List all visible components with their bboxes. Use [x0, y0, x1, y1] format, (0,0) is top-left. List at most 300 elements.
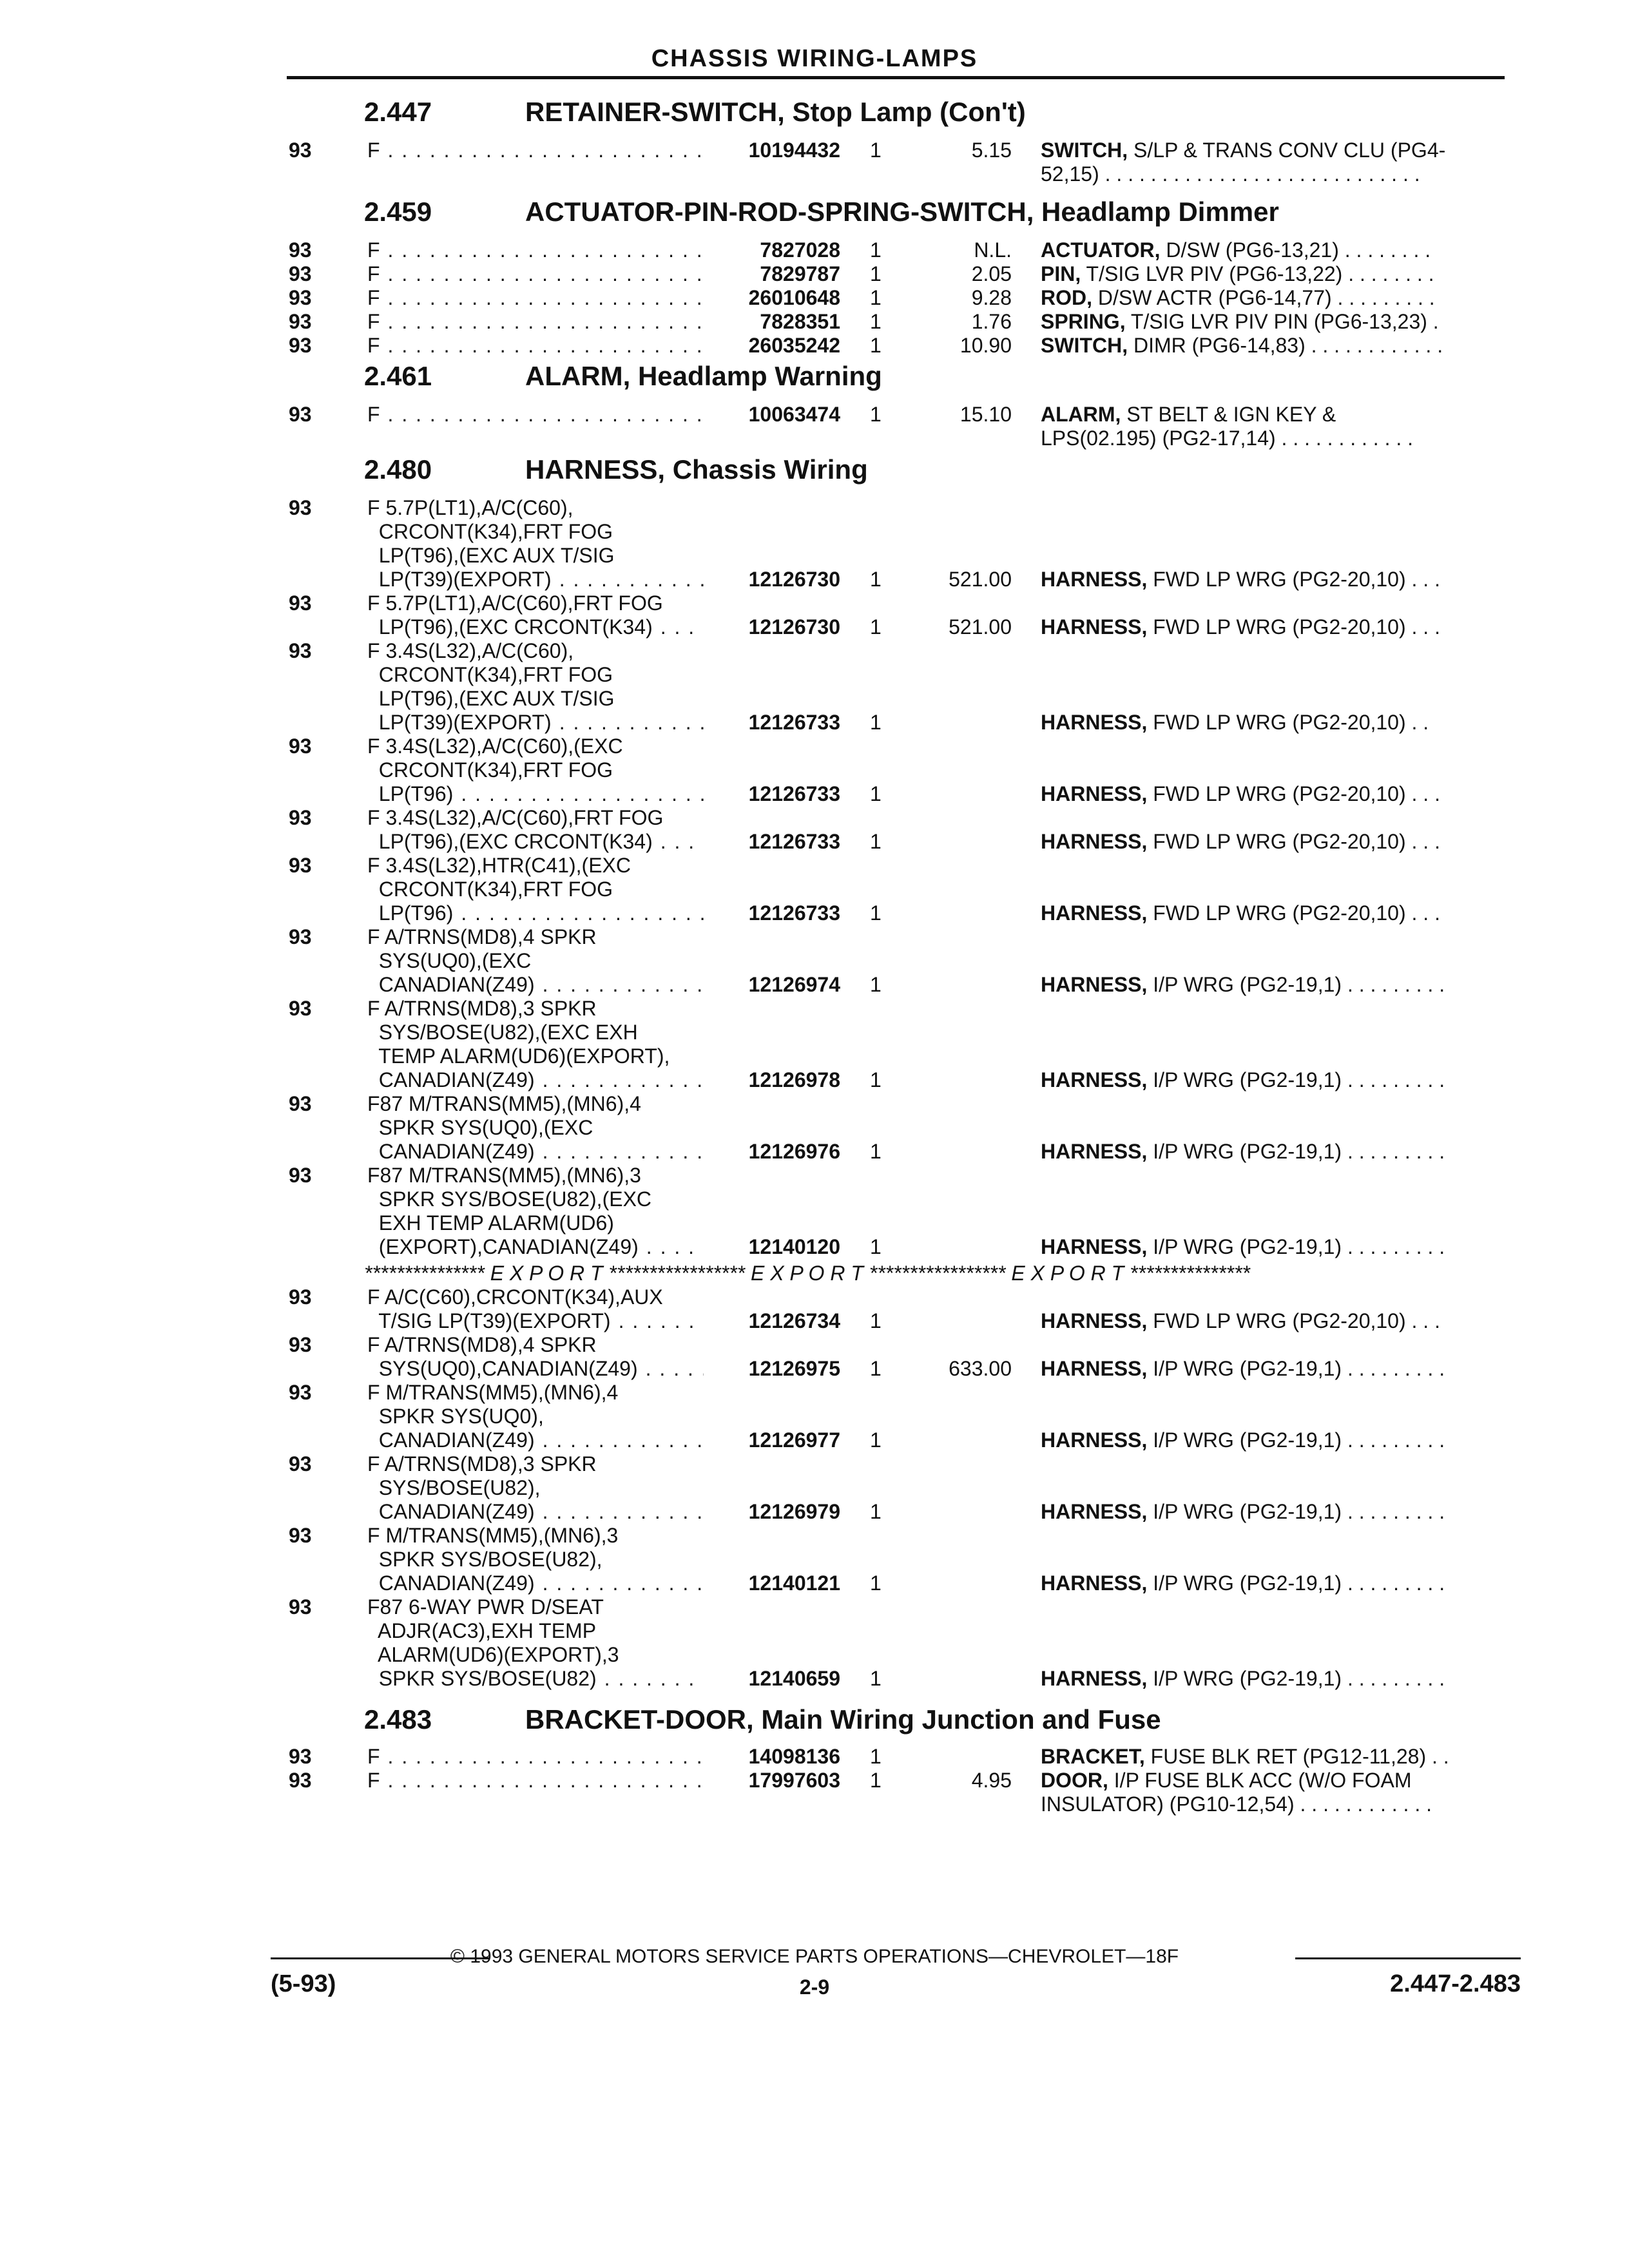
usage-description: F — [367, 139, 380, 162]
usage-description: F87 M/TRANS(MM5),(MN6),4 — [367, 1092, 641, 1115]
model-year: 93 — [289, 310, 312, 333]
part-name-keyword: HARNESS, — [1041, 782, 1148, 805]
section-heading — [364, 361, 882, 392]
usage-description: LP(T39)(EXPORT) — [367, 568, 552, 591]
section-title: HARNESS, Chassis Wiring — [525, 454, 868, 485]
part-name — [1041, 1745, 1449, 1769]
footer-copyright: © 1993 GENERAL MOTORS SERVICE PARTS OPERATIONS—CHEVROLET—18F — [450, 1946, 1179, 1967]
part-name — [1041, 262, 1434, 286]
part-number: 12126975 — [748, 1357, 840, 1380]
parts-row — [0, 1068, 1629, 1092]
parts-row — [0, 1187, 1629, 1211]
part-name — [1041, 973, 1445, 997]
price: 521.00 — [949, 615, 1012, 639]
part-number: 12126974 — [748, 973, 840, 996]
part-name-keyword: HARNESS, — [1041, 901, 1148, 925]
part-name-keyword: SPRING, — [1041, 310, 1126, 333]
leader-dots — [388, 262, 704, 286]
leader-dots — [388, 334, 704, 358]
part-name — [1041, 403, 1336, 427]
usage-description: SPKR SYS/BOSE(U82) — [367, 1667, 597, 1690]
usage-description: F 5.7P(LT1),A/C(C60), — [367, 496, 574, 519]
usage-description: CANADIAN(Z49) — [367, 1428, 535, 1452]
usage-description: F 3.4S(L32),A/C(C60),FRT FOG — [367, 806, 664, 829]
parts-row — [0, 1285, 1629, 1309]
part-name-detail: DIMR (PG6-14,83) . . . . . . . . . . . . — [1133, 334, 1443, 357]
quantity: 1 — [870, 568, 882, 591]
footer-page-number: 2-9 — [799, 1975, 830, 1999]
leader-dots — [461, 901, 704, 925]
leader-dots — [388, 139, 704, 162]
part-name-keyword: HARNESS, — [1041, 1428, 1148, 1452]
part-number: 10063474 — [748, 403, 840, 426]
price: 633.00 — [949, 1357, 1012, 1380]
parts-row — [0, 782, 1629, 806]
part-name-keyword: HARNESS, — [1041, 711, 1148, 734]
usage-description: CANADIAN(Z49) — [367, 973, 535, 996]
parts-row — [0, 1333, 1629, 1357]
quantity: 1 — [870, 1428, 882, 1452]
part-name-detail: FUSE BLK RET (PG12-11,28) . . — [1150, 1745, 1449, 1768]
part-number: 12126733 — [748, 711, 840, 734]
page-header: CHASSIS WIRING-LAMPS — [651, 45, 978, 72]
parts-row — [0, 591, 1629, 615]
leader-dots — [660, 615, 704, 639]
parts-row — [0, 1792, 1629, 1816]
part-number: 26010648 — [748, 286, 840, 309]
part-number: 14098136 — [748, 1745, 840, 1768]
part-name — [1041, 830, 1440, 854]
section-title: BRACKET-DOOR, Main Wiring Junction and Fuse — [525, 1704, 1161, 1735]
parts-row — [0, 830, 1629, 854]
quantity: 1 — [870, 1500, 882, 1523]
model-year: 93 — [289, 1769, 312, 1792]
parts-row — [0, 901, 1629, 925]
part-name-detail: D/SW (PG6-13,21) . . . . . . . . — [1166, 238, 1431, 262]
quantity: 1 — [870, 310, 882, 333]
leader-dots — [559, 711, 704, 735]
leader-dots — [543, 1140, 704, 1164]
part-name-keyword: SWITCH, — [1041, 139, 1128, 162]
parts-row — [0, 1619, 1629, 1643]
leader-dots — [660, 830, 704, 854]
part-name-keyword: HARNESS, — [1041, 973, 1148, 996]
usage-description: F — [367, 286, 380, 309]
usage-description: F — [367, 334, 380, 357]
usage-description: LP(T96),(EXC AUX T/SIG — [367, 544, 615, 567]
part-name — [1041, 427, 1413, 450]
leader-dots — [388, 1745, 704, 1769]
model-year: 93 — [289, 1092, 312, 1115]
leader-dots — [646, 1357, 704, 1381]
usage-description: TEMP ALARM(UD6)(EXPORT), — [367, 1044, 670, 1068]
price: 15.10 — [959, 403, 1012, 426]
part-number: 12126730 — [748, 568, 840, 591]
parts-row — [0, 310, 1629, 334]
parts-row — [0, 997, 1629, 1021]
parts-row — [0, 496, 1629, 520]
model-year: 93 — [289, 286, 312, 309]
section-title: RETAINER-SWITCH, Stop Lamp (Con't) — [525, 97, 1026, 127]
quantity: 1 — [870, 711, 882, 734]
leader-dots — [543, 1068, 704, 1092]
parts-row — [0, 663, 1629, 687]
part-name — [1041, 1792, 1432, 1816]
leader-dots — [604, 1667, 704, 1691]
part-name-detail: FWD LP WRG (PG2-20,10) . . . — [1153, 1309, 1440, 1332]
part-name-keyword: HARNESS, — [1041, 1235, 1148, 1258]
model-year: 93 — [289, 496, 312, 519]
parts-row — [0, 139, 1629, 162]
usage-description: F — [367, 310, 380, 333]
parts-row — [0, 544, 1629, 568]
part-name-detail: FWD LP WRG (PG2-20,10) . . . — [1153, 830, 1440, 853]
parts-row — [0, 758, 1629, 782]
leader-dots — [543, 1500, 704, 1524]
usage-description: F A/TRNS(MD8),3 SPKR — [367, 997, 597, 1020]
part-name-keyword: ROD, — [1041, 286, 1092, 309]
usage-description: F — [367, 238, 380, 262]
parts-row — [0, 1500, 1629, 1524]
quantity: 1 — [870, 1667, 882, 1690]
part-name — [1041, 286, 1435, 310]
usage-description: ALARM(UD6)(EXPORT),3 — [367, 1643, 619, 1666]
model-year: 93 — [289, 238, 312, 262]
leader-dots — [388, 286, 704, 310]
usage-description: EXH TEMP ALARM(UD6) — [367, 1211, 614, 1235]
model-year: 93 — [289, 1381, 312, 1404]
price: 2.05 — [971, 262, 1012, 285]
model-year: 93 — [289, 639, 312, 662]
leader-dots — [619, 1309, 704, 1333]
parts-row — [0, 1116, 1629, 1140]
part-name — [1041, 1500, 1445, 1524]
parts-row — [0, 238, 1629, 262]
part-name-keyword: HARNESS, — [1041, 568, 1148, 591]
usage-description: F87 M/TRANS(MM5),(MN6),3 — [367, 1164, 641, 1187]
part-name-detail: FWD LP WRG (PG2-20,10) . . — [1153, 711, 1429, 734]
usage-description: F — [367, 262, 380, 285]
parts-row — [0, 334, 1629, 358]
usage-description: LP(T39)(EXPORT) — [367, 711, 552, 734]
part-name — [1041, 1309, 1440, 1333]
section-number: 2.461 — [364, 361, 432, 391]
model-year: 93 — [289, 1595, 312, 1619]
parts-row — [0, 1235, 1629, 1259]
quantity: 1 — [870, 1745, 882, 1768]
usage-description: F — [367, 1745, 380, 1768]
part-name-detail: I/P WRG (PG2-19,1) . . . . . . . . . — [1153, 973, 1445, 996]
part-name — [1041, 568, 1440, 591]
section-number: 2.483 — [364, 1704, 432, 1735]
usage-description: SPKR SYS/BOSE(U82), — [367, 1548, 602, 1571]
price: 9.28 — [971, 286, 1012, 309]
part-name-detail: 52,15) . . . . . . . . . . . . . . . . . . . . . . . . . . . . — [1041, 162, 1420, 186]
part-name-keyword: HARNESS, — [1041, 830, 1148, 853]
parts-row — [0, 1428, 1629, 1452]
usage-description: F — [367, 1769, 380, 1792]
usage-description: CRCONT(K34),FRT FOG — [367, 520, 613, 543]
part-name-detail: I/P WRG (PG2-19,1) . . . . . . . . . — [1153, 1235, 1445, 1258]
part-number: 12126978 — [748, 1068, 840, 1091]
parts-row — [0, 925, 1629, 949]
part-name — [1041, 782, 1440, 806]
model-year: 93 — [289, 1452, 312, 1475]
part-name-detail: S/LP & TRANS CONV CLU (PG4- — [1133, 139, 1446, 162]
parts-row — [0, 973, 1629, 997]
usage-description: ADJR(AC3),EXH TEMP — [367, 1619, 597, 1642]
parts-row — [0, 735, 1629, 758]
usage-description: F 3.4S(L32),A/C(C60),(EXC — [367, 735, 623, 758]
parts-row — [0, 1164, 1629, 1187]
usage-description: SYS/BOSE(U82), — [367, 1476, 541, 1499]
part-name-detail: T/SIG LVR PIV (PG6-13,22) . . . . . . . . — [1086, 262, 1434, 285]
quantity: 1 — [870, 1309, 882, 1332]
parts-row — [0, 286, 1629, 310]
part-name-detail: I/P WRG (PG2-19,1) . . . . . . . . . — [1153, 1140, 1445, 1163]
quantity: 1 — [870, 286, 882, 309]
section-heading — [364, 454, 868, 485]
part-name-keyword: HARNESS, — [1041, 1357, 1148, 1380]
part-number: 7828351 — [760, 310, 840, 333]
header-rule — [287, 76, 1505, 79]
usage-description: F M/TRANS(MM5),(MN6),3 — [367, 1524, 619, 1547]
part-name-keyword: ACTUATOR, — [1041, 238, 1161, 262]
parts-row — [0, 1405, 1629, 1428]
usage-description: CANADIAN(Z49) — [367, 1500, 535, 1523]
parts-row — [0, 1452, 1629, 1476]
usage-description: F A/TRNS(MD8),4 SPKR — [367, 1333, 597, 1356]
model-year: 93 — [289, 1285, 312, 1309]
part-name — [1041, 162, 1420, 186]
leader-dots — [388, 310, 704, 334]
export-separator: *************** E X P O R T ***************** E X P O R T ***************** E X P O R T *************** — [364, 1262, 1250, 1285]
model-year: 93 — [289, 925, 312, 948]
part-name — [1041, 1428, 1445, 1452]
part-name-keyword: SWITCH, — [1041, 334, 1128, 357]
parts-row — [0, 403, 1629, 427]
part-name-keyword: HARNESS, — [1041, 1667, 1148, 1690]
model-year: 93 — [289, 403, 312, 426]
parts-row — [0, 1309, 1629, 1333]
model-year: 93 — [289, 806, 312, 829]
part-number: 7827028 — [760, 238, 840, 262]
part-name — [1041, 1235, 1445, 1259]
parts-row — [0, 615, 1629, 639]
leader-dots — [646, 1235, 704, 1259]
usage-description: F87 6-WAY PWR D/SEAT — [367, 1595, 604, 1619]
part-number: 12126730 — [748, 615, 840, 639]
usage-description: SYS(UQ0),(EXC — [367, 949, 532, 972]
part-name — [1041, 711, 1429, 735]
part-name — [1041, 139, 1445, 162]
usage-description: SPKR SYS(UQ0), — [367, 1405, 544, 1428]
price: 4.95 — [971, 1769, 1012, 1792]
parts-row — [0, 806, 1629, 830]
quantity: 1 — [870, 973, 882, 996]
part-name-keyword: BRACKET, — [1041, 1745, 1145, 1768]
usage-description: F — [367, 403, 380, 426]
part-name — [1041, 334, 1443, 358]
usage-description: CANADIAN(Z49) — [367, 1140, 535, 1163]
price: N.L. — [974, 238, 1012, 262]
usage-description: (EXPORT),CANADIAN(Z49) — [367, 1235, 639, 1258]
part-name-keyword: HARNESS, — [1041, 1309, 1148, 1332]
part-number: 12126733 — [748, 830, 840, 853]
part-name-detail: I/P WRG (PG2-19,1) . . . . . . . . . — [1153, 1571, 1445, 1595]
parts-row — [0, 1745, 1629, 1769]
model-year: 93 — [289, 262, 312, 285]
parts-row — [0, 949, 1629, 973]
usage-description: SYS(UQ0),CANADIAN(Z49) — [367, 1357, 638, 1380]
part-name — [1041, 1667, 1445, 1691]
part-name-keyword: ALARM, — [1041, 403, 1121, 426]
parts-row — [0, 1044, 1629, 1068]
parts-row — [0, 1548, 1629, 1571]
part-name-detail: I/P FUSE BLK ACC (W/O FOAM — [1113, 1769, 1412, 1792]
part-number: 12140121 — [748, 1571, 840, 1595]
leader-dots — [543, 1571, 704, 1595]
parts-row — [0, 520, 1629, 544]
model-year: 93 — [289, 334, 312, 357]
part-name-keyword: HARNESS, — [1041, 1500, 1148, 1523]
part-name-detail: LPS(02.195) (PG2-17,14) . . . . . . . . . . . . — [1041, 427, 1414, 450]
part-number: 12126979 — [748, 1500, 840, 1523]
footer-section-range: 2.447-2.483 — [1390, 1970, 1521, 1997]
model-year: 93 — [289, 735, 312, 758]
quantity: 1 — [870, 830, 882, 853]
part-name-detail: FWD LP WRG (PG2-20,10) . . . — [1153, 615, 1440, 639]
quantity: 1 — [870, 262, 882, 285]
model-year: 93 — [289, 1524, 312, 1547]
usage-description: F M/TRANS(MM5),(MN6),4 — [367, 1381, 619, 1404]
part-number: 12140120 — [748, 1235, 840, 1258]
parts-row — [0, 687, 1629, 711]
usage-description: CRCONT(K34),FRT FOG — [367, 758, 613, 782]
parts-row — [0, 1211, 1629, 1235]
usage-description: LP(T96) — [367, 782, 454, 805]
parts-row — [0, 1021, 1629, 1044]
usage-description: LP(T96) — [367, 901, 454, 925]
usage-description: LP(T96),(EXC CRCONT(K34) — [367, 830, 653, 853]
part-name-detail: I/P WRG (PG2-19,1) . . . . . . . . . — [1153, 1357, 1445, 1380]
leader-dots — [543, 1428, 704, 1452]
parts-row — [0, 1092, 1629, 1116]
part-name — [1041, 901, 1440, 925]
quantity: 1 — [870, 1769, 882, 1792]
usage-description: CANADIAN(Z49) — [367, 1571, 535, 1595]
part-number: 7829787 — [760, 262, 840, 285]
section-heading — [364, 1704, 1161, 1735]
parts-row — [0, 1643, 1629, 1667]
leader-dots — [543, 973, 704, 997]
part-name-keyword: HARNESS, — [1041, 615, 1148, 639]
part-name-detail: T/SIG LVR PIV PIN (PG6-13,23) . — [1130, 310, 1439, 333]
parts-row — [0, 1769, 1629, 1792]
model-year: 93 — [289, 1164, 312, 1187]
part-number: 12140659 — [748, 1667, 840, 1690]
parts-row — [0, 1667, 1629, 1691]
model-year: 93 — [289, 997, 312, 1020]
parts-row — [0, 1140, 1629, 1164]
leader-dots — [388, 403, 704, 427]
section-number: 2.480 — [364, 454, 432, 485]
section-heading — [364, 97, 1026, 128]
parts-row — [0, 427, 1629, 450]
price: 1.76 — [971, 310, 1012, 333]
parts-row — [0, 854, 1629, 878]
parts-row — [0, 1357, 1629, 1381]
leader-dots — [461, 782, 704, 806]
parts-row — [0, 568, 1629, 591]
quantity: 1 — [870, 1571, 882, 1595]
section-number: 2.447 — [364, 97, 432, 127]
price: 521.00 — [949, 568, 1012, 591]
leader-dots — [559, 568, 704, 591]
parts-row — [0, 639, 1629, 663]
quantity: 1 — [870, 334, 882, 357]
quantity: 1 — [870, 1140, 882, 1163]
usage-description: F 5.7P(LT1),A/C(C60),FRT FOG — [367, 591, 663, 615]
parts-row — [0, 1595, 1629, 1619]
model-year: 93 — [289, 1745, 312, 1768]
part-name — [1041, 1571, 1445, 1595]
quantity: 1 — [870, 1357, 882, 1380]
part-number: 12126733 — [748, 782, 840, 805]
quantity: 1 — [870, 782, 882, 805]
part-number: 17997603 — [748, 1769, 840, 1792]
part-number: 12126976 — [748, 1140, 840, 1163]
quantity: 1 — [870, 238, 882, 262]
footer-date: (5-93) — [271, 1970, 336, 1997]
part-name — [1041, 1068, 1445, 1092]
parts-row — [0, 1381, 1629, 1405]
price: 10.90 — [959, 334, 1012, 357]
part-name-detail: FWD LP WRG (PG2-20,10) . . . — [1153, 568, 1440, 591]
quantity: 1 — [870, 1068, 882, 1091]
part-name-detail: D/SW ACTR (PG6-14,77) . . . . . . . . . — [1097, 286, 1435, 309]
quantity: 1 — [870, 403, 882, 426]
leader-dots — [388, 238, 704, 262]
part-name — [1041, 238, 1431, 262]
quantity: 1 — [870, 1235, 882, 1258]
part-name-detail: FWD LP WRG (PG2-20,10) . . . — [1153, 782, 1440, 805]
usage-description: LP(T96),(EXC AUX T/SIG — [367, 687, 615, 710]
section-number: 2.459 — [364, 197, 432, 227]
part-name-detail: I/P WRG (PG2-19,1) . . . . . . . . . — [1153, 1667, 1445, 1690]
part-name-keyword: HARNESS, — [1041, 1140, 1148, 1163]
parts-row — [0, 1524, 1629, 1548]
usage-description: SPKR SYS/BOSE(U82),(EXC — [367, 1187, 652, 1211]
part-name-detail: INSULATOR) (PG10-12,54) . . . . . . . . . . . . — [1041, 1792, 1432, 1816]
part-name-keyword: HARNESS, — [1041, 1068, 1148, 1091]
section-heading — [364, 197, 1279, 227]
usage-description: T/SIG LP(T39)(EXPORT) — [367, 1309, 611, 1332]
parts-row — [0, 1476, 1629, 1500]
leader-dots — [388, 1769, 704, 1792]
part-name — [1041, 1769, 1411, 1792]
quantity: 1 — [870, 901, 882, 925]
parts-row — [0, 1571, 1629, 1595]
usage-description: CRCONT(K34),FRT FOG — [367, 878, 613, 901]
part-number: 10194432 — [748, 139, 840, 162]
model-year: 93 — [289, 591, 312, 615]
usage-description: SYS/BOSE(U82),(EXC EXH — [367, 1021, 638, 1044]
part-name-keyword: DOOR, — [1041, 1769, 1108, 1792]
usage-description: F A/TRNS(MD8),3 SPKR — [367, 1452, 597, 1475]
part-name — [1041, 1357, 1445, 1381]
part-name-detail: I/P WRG (PG2-19,1) . . . . . . . . . — [1153, 1500, 1445, 1523]
